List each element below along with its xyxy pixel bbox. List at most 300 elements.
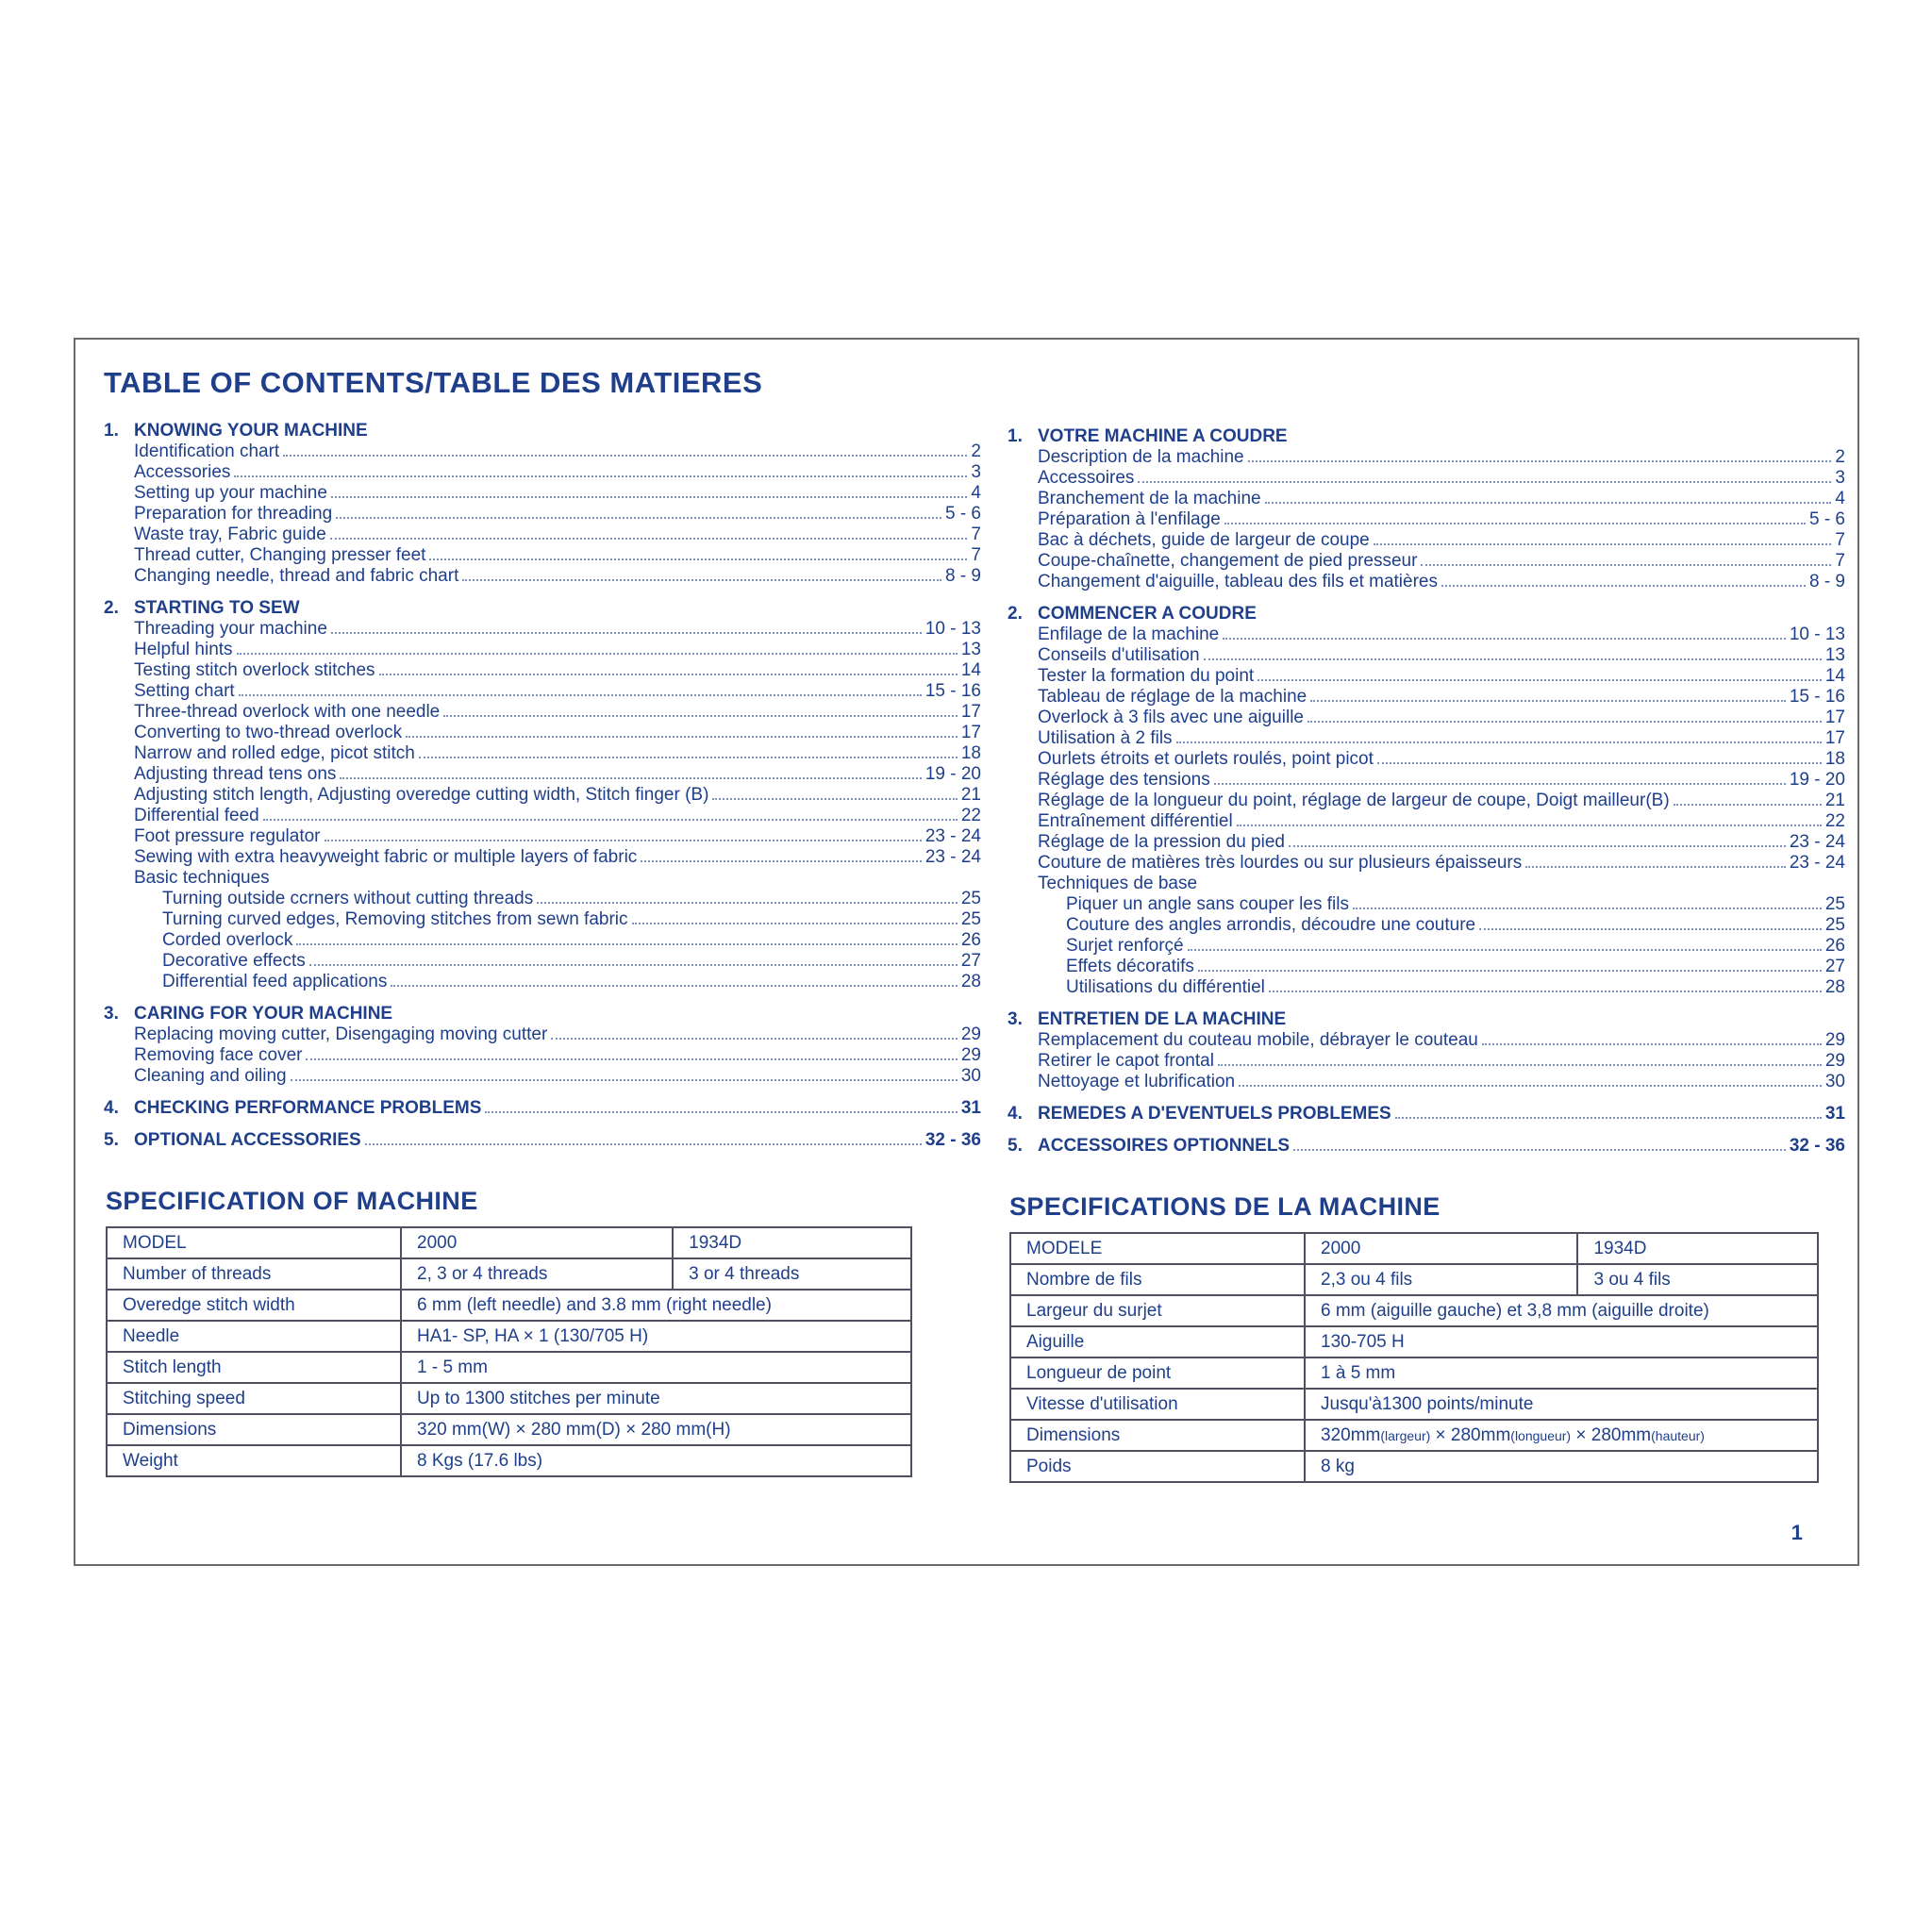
- toc-entry-label: Accessoires: [1038, 468, 1135, 488]
- toc-page-number: 27: [1824, 957, 1845, 976]
- toc-entry: [1008, 791, 1845, 811]
- toc-section-number: 3.: [104, 1004, 119, 1024]
- toc-page-number: 28: [960, 972, 981, 991]
- spec-label: Vitesse d'utilisation: [1010, 1389, 1305, 1420]
- toc-entry: [1008, 749, 1845, 770]
- toc-french: [1008, 426, 1845, 1168]
- spec-value: 8 kg: [1305, 1451, 1818, 1482]
- toc-entry: [104, 504, 981, 525]
- spec-label: Overedge stitch width: [107, 1290, 401, 1321]
- dot-leader: [641, 860, 922, 862]
- toc-section: [1008, 1104, 1845, 1124]
- spec-label: Weight: [107, 1445, 401, 1476]
- spec-row: [1010, 1389, 1818, 1420]
- toc-page-number: 7: [971, 525, 981, 544]
- dot-leader: [1353, 908, 1822, 909]
- toc-page-number: 22: [960, 806, 981, 825]
- toc-entry-label: Helpful hints: [134, 640, 233, 659]
- toc-entry-label: Réglage de la pression du pied: [1038, 832, 1285, 852]
- toc-entry: [104, 785, 981, 806]
- dot-leader: [1265, 502, 1832, 504]
- toc-entry: [1008, 572, 1845, 592]
- toc-entry: [1008, 447, 1845, 468]
- toc-section-title: STARTING TO SEW: [134, 598, 300, 618]
- toc-entry-label: Changing needle, thread and fabric chart: [134, 566, 459, 586]
- toc-english: [104, 421, 981, 1162]
- toc-entry: [104, 660, 981, 681]
- toc-entry: [1008, 853, 1845, 874]
- spec-row: [1010, 1326, 1818, 1357]
- toc-entry: [104, 930, 981, 951]
- toc-entry-label: Removing face cover: [134, 1045, 303, 1065]
- toc-page-number: 10 - 13: [924, 619, 981, 639]
- spec-value: 3 or 4 threads: [673, 1258, 911, 1290]
- dot-leader: [309, 964, 958, 966]
- spec-label: Number of threads: [107, 1258, 401, 1290]
- toc-page-number: 26: [1824, 936, 1845, 956]
- toc-page-number: 23 - 24: [1789, 832, 1845, 852]
- spec-value: 2, 3 or 4 threads: [401, 1258, 673, 1290]
- toc-entry-label: Couture de matières très lourdes ou sur plusieurs épaisseurs: [1038, 853, 1523, 873]
- dot-leader: [462, 579, 941, 581]
- dot-leader: [1204, 658, 1822, 660]
- dot-leader: [283, 455, 967, 457]
- toc-page-number: 8 - 9: [1808, 572, 1845, 591]
- toc-entry-label: Setting chart: [134, 681, 235, 701]
- toc-entry-label: Couture des angles arrondis, découdre une couture: [1066, 915, 1476, 935]
- toc-page-number: 29: [1824, 1030, 1845, 1050]
- toc-page-number: 3: [1835, 468, 1845, 488]
- toc-page-number: 17: [960, 702, 981, 722]
- toc-entry-label: Branchement de la machine: [1038, 489, 1261, 508]
- toc-page-number: 18: [960, 743, 981, 763]
- toc-entry: [1008, 530, 1845, 551]
- toc-entry-label: Piquer un angle sans couper les fils: [1066, 894, 1349, 914]
- dot-leader: [1293, 1149, 1786, 1151]
- toc-entry: [104, 462, 981, 483]
- dot-leader: [306, 1058, 957, 1060]
- toc-entry-label: Narrow and rolled edge, picot stitch: [134, 743, 415, 763]
- dot-leader: [391, 985, 958, 987]
- spec-row: [1010, 1357, 1818, 1389]
- spec-label: MODEL: [107, 1227, 401, 1258]
- toc-entry: [104, 951, 981, 972]
- toc-section-title: CHECKING PERFORMANCE PROBLEMS: [134, 1098, 482, 1118]
- toc-section-number: 1.: [1008, 426, 1023, 446]
- spec-value-part: 320mm: [1321, 1424, 1381, 1445]
- toc-section-number: 5.: [1008, 1136, 1023, 1156]
- toc-entry: [1008, 977, 1845, 998]
- toc-page-number: 13: [960, 640, 981, 659]
- toc-section-number: 1.: [104, 421, 119, 441]
- toc-entry-label: Préparation à l'enfilage: [1038, 509, 1221, 529]
- toc-entry-label: Réglage de la longueur du point, réglage de largeur de coupe, Doigt mailleur(B): [1038, 791, 1670, 810]
- toc-section-heading: [1008, 1009, 1845, 1030]
- dot-leader: [1395, 1117, 1822, 1119]
- toc-entry: [1008, 551, 1845, 572]
- toc-entry: [1008, 832, 1845, 853]
- dot-leader: [1421, 564, 1831, 566]
- toc-page-number: 4: [971, 483, 981, 503]
- toc-entry: [1008, 874, 1845, 894]
- toc-entry: [1008, 770, 1845, 791]
- dot-leader: [1224, 523, 1806, 525]
- toc-section-title: ENTRETIEN DE LA MACHINE: [1038, 1009, 1287, 1029]
- spec-row: [107, 1258, 911, 1290]
- dot-leader: [379, 674, 958, 675]
- spec-label: Poids: [1010, 1451, 1305, 1482]
- toc-entry-label: Cleaning and oiling: [134, 1066, 287, 1086]
- toc-page-number: 30: [1824, 1072, 1845, 1091]
- dot-leader: [485, 1111, 957, 1113]
- spec-row: [107, 1414, 911, 1445]
- toc-section-title: KNOWING YOUR MACHINE: [134, 421, 368, 441]
- toc-entry-label: Utilisation à 2 fils: [1038, 728, 1173, 748]
- spec-value-part: (longueur): [1510, 1427, 1572, 1443]
- dot-leader: [1188, 949, 1822, 951]
- dot-leader: [1482, 1043, 1822, 1045]
- toc-page-number: 25: [960, 889, 981, 908]
- toc-section-title: COMMENCER A COUDRE: [1038, 604, 1257, 624]
- toc-page-number: 29: [960, 1045, 981, 1065]
- dot-leader: [234, 475, 967, 477]
- toc-entry-label: Differential feed: [134, 806, 259, 825]
- toc-entry: [1008, 509, 1845, 530]
- spec-table-french: [1009, 1232, 1819, 1483]
- toc-page-number: 17: [960, 723, 981, 742]
- toc-entry-label: Corded overlock: [162, 930, 293, 950]
- toc-section: [1008, 604, 1845, 998]
- spec-value-part: × 280mm: [1571, 1424, 1652, 1445]
- toc-entry: [104, 702, 981, 723]
- toc-page-number: 21: [960, 785, 981, 805]
- dot-leader: [1674, 804, 1822, 806]
- dot-leader: [1269, 991, 1822, 992]
- toc-page-number: 14: [960, 660, 981, 680]
- spec-row: [1010, 1451, 1818, 1482]
- toc-page-number: 29: [960, 1024, 981, 1044]
- spec-value-part: (largeur): [1380, 1427, 1431, 1443]
- toc-entry: [1008, 468, 1845, 489]
- toc-entry: [104, 640, 981, 660]
- toc-section: [1008, 1136, 1845, 1157]
- spec-value: 6 mm (left needle) and 3.8 mm (right needle): [401, 1290, 911, 1321]
- dot-leader: [1441, 585, 1806, 587]
- toc-entry: [104, 909, 981, 930]
- dot-leader: [1525, 866, 1786, 868]
- spec-row: [107, 1227, 911, 1258]
- toc-section-title: CARING FOR YOUR MACHINE: [134, 1004, 393, 1024]
- toc-section-number: 4.: [1008, 1104, 1023, 1124]
- dot-leader: [1377, 762, 1822, 764]
- spec-value: 3 ou 4 fils: [1577, 1264, 1818, 1295]
- spec-row: [1010, 1233, 1818, 1264]
- toc-page-number: 25: [1824, 894, 1845, 914]
- spec-label: Dimensions: [107, 1414, 401, 1445]
- toc-entry: [1008, 915, 1845, 936]
- spec-label: Aiguille: [1010, 1326, 1305, 1357]
- dot-leader: [712, 798, 957, 800]
- toc-section-heading: [1008, 604, 1845, 625]
- toc-entry-label: Thread cutter, Changing presser feet: [134, 545, 426, 565]
- toc-section-number: 4.: [104, 1098, 119, 1118]
- toc-page-number: 13: [1824, 645, 1845, 665]
- toc-entry-label: Adjusting thread tens ons: [134, 764, 337, 784]
- toc-entry: [1008, 936, 1845, 957]
- dot-leader: [330, 538, 968, 540]
- spec-value: 320 mm(W) × 280 mm(D) × 280 mm(H): [401, 1414, 911, 1445]
- toc-entry: [1008, 625, 1845, 645]
- dot-leader: [263, 819, 958, 821]
- toc-page-number: 17: [1824, 708, 1845, 727]
- spec-label: Longueur de point: [1010, 1357, 1305, 1389]
- toc-entry-label: Converting to two-thread overlock: [134, 723, 403, 742]
- toc-entry-label: Réglage des tensions: [1038, 770, 1210, 790]
- spec-value-part: (hauteur): [1651, 1427, 1705, 1443]
- toc-entry: [1008, 489, 1845, 509]
- toc-entry-label: Foot pressure regulator: [134, 826, 321, 846]
- toc-section-heading: [104, 421, 981, 441]
- spec-row: [1010, 1264, 1818, 1295]
- dot-leader: [1374, 543, 1832, 545]
- toc-section-title: OPTIONAL ACCESSORIES: [134, 1130, 361, 1150]
- spec-row: [107, 1290, 911, 1321]
- toc-entry: [104, 619, 981, 640]
- toc-section: [104, 1130, 981, 1151]
- spec-value: Up to 1300 stitches per minute: [401, 1383, 911, 1414]
- toc-section-title: ACCESSOIRES OPTIONNELS: [1038, 1136, 1291, 1156]
- toc-entry-label: Setting up your machine: [134, 483, 327, 503]
- toc-section: [1008, 1009, 1845, 1092]
- dot-leader: [331, 496, 968, 498]
- toc-page-number: 23 - 24: [1789, 853, 1845, 873]
- toc-section-number: 2.: [1008, 604, 1023, 624]
- dot-leader: [365, 1143, 922, 1145]
- toc-page-number: 28: [1824, 977, 1845, 997]
- toc-section-heading: [1008, 1136, 1845, 1157]
- spec-title-english: SPECIFICATION OF MACHINE: [106, 1187, 478, 1215]
- dot-leader: [1239, 1085, 1822, 1087]
- spec-value: 130-705 H: [1305, 1326, 1818, 1357]
- toc-page-number: 23 - 24: [924, 847, 981, 867]
- toc-entry-label: Tester la formation du point: [1038, 666, 1255, 686]
- dot-leader: [632, 923, 958, 924]
- toc-entry-label: Entraînement différentiel: [1038, 811, 1233, 831]
- toc-entry: [104, 525, 981, 545]
- toc-page-number: 4: [1835, 489, 1845, 508]
- dot-leader: [340, 777, 921, 779]
- spec-row: [107, 1321, 911, 1352]
- toc-entry: [104, 889, 981, 909]
- dot-leader: [331, 632, 922, 634]
- toc-entry-label: Description de la machine: [1038, 447, 1244, 467]
- toc-entry: [104, 868, 981, 889]
- spec-row: [1010, 1295, 1818, 1326]
- toc-section-heading: [104, 1098, 981, 1119]
- toc-page-number: 7: [1835, 530, 1845, 550]
- spec-value: 8 Kgs (17.6 lbs): [401, 1445, 911, 1476]
- toc-page-number: 7: [971, 545, 981, 565]
- dot-leader: [1257, 679, 1822, 681]
- toc-entry-label: Turning outside ccrners without cutting threads: [162, 889, 534, 908]
- dot-leader: [406, 736, 958, 738]
- spec-label: Dimensions: [1010, 1420, 1305, 1451]
- toc-section-heading: [104, 1130, 981, 1151]
- toc-entry: [104, 847, 981, 868]
- spec-label: Needle: [107, 1321, 401, 1352]
- toc-entry-label: Differential feed applications: [162, 972, 388, 991]
- toc-entry-label: Changement d'aiguille, tableau des fils et matières: [1038, 572, 1438, 591]
- toc-entry: [1008, 728, 1845, 749]
- dot-leader: [1310, 700, 1786, 702]
- dot-leader: [1218, 1064, 1822, 1066]
- toc-section: [104, 1004, 981, 1087]
- toc-page-number: 31: [1824, 1104, 1845, 1124]
- toc-entry-label: Accessories: [134, 462, 231, 482]
- spec-value: [1305, 1420, 1818, 1451]
- toc-entry-label: Conseils d'utilisation: [1038, 645, 1200, 665]
- toc-entry-label: Replacing moving cutter, Disengaging moving cutter: [134, 1024, 548, 1044]
- spec-label: Stitch length: [107, 1352, 401, 1383]
- toc-entry-label: Overlock à 3 fils avec une aiguille: [1038, 708, 1304, 727]
- dot-leader: [1307, 721, 1822, 723]
- toc-entry-label: Preparation for threading: [134, 504, 333, 524]
- spec-value-part: × 280mm: [1430, 1424, 1511, 1445]
- toc-entry-label: Surjet renforçé: [1066, 936, 1184, 956]
- spec-row: [107, 1352, 911, 1383]
- toc-entry-label: Bac à déchets, guide de largeur de coupe: [1038, 530, 1370, 550]
- spec-value: 1 à 5 mm: [1305, 1357, 1818, 1389]
- toc-entry: [1008, 811, 1845, 832]
- dot-leader: [1248, 460, 1832, 462]
- toc-page-number: 5 - 6: [1808, 509, 1845, 529]
- dot-leader: [1223, 638, 1786, 640]
- spec-row: [107, 1445, 911, 1476]
- toc-section: [104, 421, 981, 587]
- toc-page-number: 23 - 24: [924, 826, 981, 846]
- spec-value: 6 mm (aiguille gauche) et 3,8 mm (aiguille droite): [1305, 1295, 1818, 1326]
- dot-leader: [336, 517, 941, 519]
- toc-entry: [104, 826, 981, 847]
- toc-entry-label: Effets décoratifs: [1066, 957, 1194, 976]
- spec-value: 1 - 5 mm: [401, 1352, 911, 1383]
- spec-label: Stitching speed: [107, 1383, 401, 1414]
- toc-page-number: 10 - 13: [1789, 625, 1845, 644]
- toc-entry: [104, 972, 981, 992]
- spec-value: 2000: [1305, 1233, 1577, 1264]
- toc-entry: [104, 1024, 981, 1045]
- spec-label: Largeur du surjet: [1010, 1295, 1305, 1326]
- toc-page-number: 3: [971, 462, 981, 482]
- spec-value: Jusqu'à1300 points/minute: [1305, 1389, 1818, 1420]
- toc-page-number: 8 - 9: [944, 566, 981, 586]
- toc-entry: [104, 743, 981, 764]
- manual-page: [74, 338, 1859, 1566]
- toc-page-number: 17: [1824, 728, 1845, 748]
- dot-leader: [325, 840, 922, 841]
- dot-leader: [1479, 928, 1822, 930]
- toc-section-number: 5.: [104, 1130, 119, 1150]
- toc-page-number: 15 - 16: [924, 681, 981, 701]
- toc-entry: [104, 1045, 981, 1066]
- toc-page-number: 7: [1835, 551, 1845, 571]
- dot-leader: [291, 1079, 958, 1081]
- toc-entry-label: Retirer le capot frontal: [1038, 1051, 1214, 1071]
- toc-section-heading: [104, 1004, 981, 1024]
- toc-entry: [104, 483, 981, 504]
- toc-section-title: VOTRE MACHINE A COUDRE: [1038, 426, 1288, 446]
- toc-entry-label: Waste tray, Fabric guide: [134, 525, 326, 544]
- toc-entry: [1008, 1051, 1845, 1072]
- toc-page-number: 27: [960, 951, 981, 971]
- toc-entry: [104, 566, 981, 587]
- toc-entry: [1008, 957, 1845, 977]
- spec-value: 1934D: [1577, 1233, 1818, 1264]
- toc-entry-label: Utilisations du différentiel: [1066, 977, 1265, 997]
- toc-entry-label: Decorative effects: [162, 951, 306, 971]
- toc-page-number: 25: [960, 909, 981, 929]
- toc-entry: [1008, 894, 1845, 915]
- toc-page-number: 19 - 20: [924, 764, 981, 784]
- dot-leader: [551, 1038, 958, 1040]
- toc-entry: [1008, 1030, 1845, 1051]
- toc-entry: [104, 1066, 981, 1087]
- toc-section: [104, 598, 981, 992]
- dot-leader: [429, 558, 967, 560]
- spec-value: HA1- SP, HA × 1 (130/705 H): [401, 1321, 911, 1352]
- toc-entry-label: Sewing with extra heavyweight fabric or multiple layers of fabric: [134, 847, 638, 867]
- toc-page-number: 31: [960, 1098, 981, 1118]
- dot-leader: [1289, 845, 1786, 847]
- toc-section-heading: [1008, 1104, 1845, 1124]
- toc-page-number: 19 - 20: [1789, 770, 1845, 790]
- spec-table-english: [106, 1226, 912, 1477]
- toc-page-number: 15 - 16: [1789, 687, 1845, 707]
- spec-value: 2000: [401, 1227, 673, 1258]
- toc-entry: [104, 545, 981, 566]
- page-title: TABLE OF CONTENTS/TABLE DES MATIERES: [104, 366, 763, 399]
- toc-entry-label: Techniques de base: [1038, 874, 1198, 893]
- toc-entry-label: Three-thread overlock with one needle: [134, 702, 441, 722]
- toc-section: [104, 1098, 981, 1119]
- toc-entry: [1008, 645, 1845, 666]
- spec-label: MODELE: [1010, 1233, 1305, 1264]
- spec-value: 2,3 ou 4 fils: [1305, 1264, 1577, 1295]
- toc-entry: [104, 681, 981, 702]
- toc-page-number: 5 - 6: [944, 504, 981, 524]
- toc-entry-label: Enfilage de la machine: [1038, 625, 1220, 644]
- toc-entry-label: Nettoyage et lubrification: [1038, 1072, 1236, 1091]
- toc-page-number: 30: [960, 1066, 981, 1086]
- dot-leader: [237, 653, 958, 655]
- page-number: 1: [1790, 1521, 1803, 1544]
- toc-page-number: 25: [1824, 915, 1845, 935]
- toc-entry: [1008, 1072, 1845, 1092]
- toc-section-number: 2.: [104, 598, 119, 618]
- toc-entry: [104, 764, 981, 785]
- dot-leader: [1198, 970, 1822, 972]
- toc-section-title: REMEDES A D'EVENTUELS PROBLEMES: [1038, 1104, 1391, 1124]
- toc-page-number: 21: [1824, 791, 1845, 810]
- dot-leader: [296, 943, 958, 945]
- spec-title-french: SPECIFICATIONS DE LA MACHINE: [1009, 1192, 1441, 1221]
- dot-leader: [239, 694, 922, 696]
- toc-entry-label: Testing stitch overlock stitches: [134, 660, 375, 680]
- toc-entry-label: Turning curved edges, Removing stitches from sewn fabric: [162, 909, 628, 929]
- toc-page-number: 32 - 36: [924, 1130, 981, 1150]
- dot-leader: [1237, 824, 1822, 826]
- toc-section-heading: [104, 598, 981, 619]
